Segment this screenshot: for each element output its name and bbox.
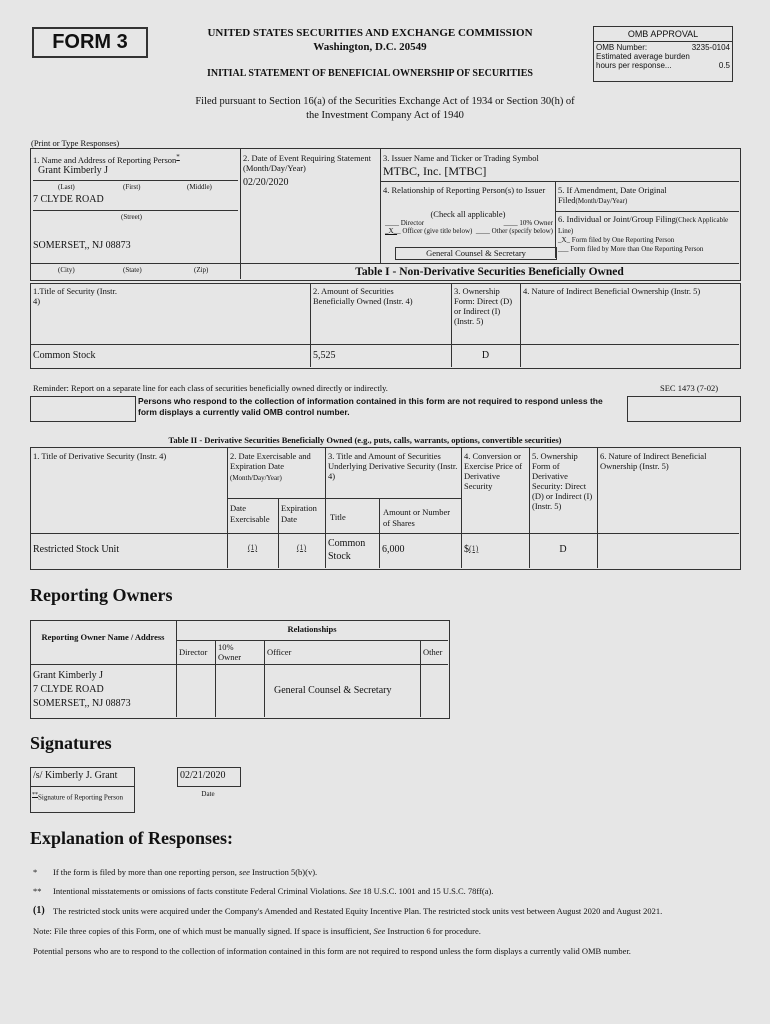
explanation-text-1-em: see: [239, 867, 250, 877]
other-option: Other (specify below): [491, 227, 553, 235]
filed-pursuant-2: the Investment Company Act of 1940: [306, 110, 464, 121]
table2-col4: 4. Conversion or Exercise Price of Derivative Security: [464, 451, 523, 491]
explanation-item: [33, 905, 723, 916]
table2-title: Table II - Derivative Securities Beneficially Owned (e.g., puts, calls, warrants, options, convertible securities): [168, 435, 562, 445]
issuer-name: MTBC, Inc. [MTBC]: [383, 164, 487, 178]
city-value: SOMERSET,, NJ 08873: [33, 240, 131, 251]
box1-mark: *: [176, 153, 180, 161]
omb-number: 3235-0104: [691, 43, 730, 52]
table2-row-price: $: [464, 544, 469, 555]
table1-col3: 3. Ownership Form: Direct (D) or Indirect (I) (Instr. 5): [454, 286, 513, 326]
table2-col5: 5. Ownership Form of Derivative Security: Direct (D) or Indirect (I) (Instr. 5): [532, 451, 593, 511]
officer-header: Officer: [267, 647, 292, 657]
table1-row-amount: 5,525: [313, 350, 336, 361]
note-pre: Note: File three copies of this Form, one of which must be manually signed. If space is insufficient,: [33, 926, 374, 936]
officer-option: Officer (give title below): [402, 227, 473, 235]
explanation-mark-1: *: [33, 867, 38, 877]
zip-label: (Zip): [194, 266, 209, 274]
agency-location: Washington, D.C. 20549: [313, 41, 427, 53]
explanation-item: [33, 867, 723, 877]
box6-label: 6. Individual or Joint/Group Filing: [558, 214, 676, 224]
table1-title: Table I - Non-Derivative Securities Beneficially Owned: [355, 266, 624, 278]
first-label: (First): [123, 183, 141, 191]
table2-row-title: Restricted Stock Unit: [33, 544, 120, 555]
other-header: Other: [423, 647, 443, 657]
table2-row-exp: (1): [296, 543, 307, 552]
table1-row-form: D: [481, 350, 490, 361]
box6-option-2: ___ Form filed by More than One Reporting Person: [558, 245, 704, 253]
note-post: Instruction 6 for procedure.: [385, 926, 481, 936]
explanation-text-1-pre: If the form is filed by more than one reporting person,: [53, 867, 240, 877]
table1-col2: 2. Amount of Securities Beneficially Owned (Instr. 4): [313, 286, 413, 306]
persons-notice: Persons who respond to the collection of information contained in this form are not required to respond unless the form displays a currently valid OMB control number.: [138, 396, 603, 417]
table2-row-amount: 6,000: [382, 544, 405, 555]
state-label: (State): [123, 266, 142, 274]
ten-pct-option: 10% Owner: [519, 219, 553, 227]
table2-col2b: Expiration Date: [281, 503, 317, 524]
table2-col3: 3. Title and Amount of Securities Underlying Derivative Security (Instr. 4): [328, 451, 458, 481]
owner-officer-value: General Counsel & Secretary: [274, 685, 392, 696]
omb-hours-label: hours per response...: [596, 61, 672, 70]
box1-label: 1. Name and Address of Reporting Person: [33, 154, 177, 165]
explanation-text-3: The restricted stock units were acquired under the Company's Amended and Restated Equity Incentive Plan. The restricted stock units vest between August 2020 and August 2021.: [53, 905, 663, 916]
table2-row-form: D: [559, 544, 567, 555]
table2-col6: 6. Nature of Indirect Beneficial Ownership (Instr. 5): [600, 451, 707, 471]
explanation-heading: Explanation of Responses:: [30, 828, 234, 848]
omb-number-label: OMB Number:: [596, 43, 648, 52]
table1-col1: 1.Title of Security (Instr. 4): [33, 286, 117, 306]
ten-pct-header: 10% Owner: [218, 642, 242, 662]
explanation-mark-3: (1): [33, 905, 45, 916]
officer-title: General Counsel & Secretary: [395, 247, 557, 260]
omb-hours: 0.5: [718, 61, 730, 70]
print-note: (Print or Type Responses): [31, 138, 120, 148]
box6-label-small: (Check Applicable Line): [558, 216, 729, 235]
check-all: (Check all applicable): [430, 209, 506, 219]
officer-check: _X_: [385, 227, 398, 235]
form-title: INITIAL STATEMENT OF BENEFICIAL OWNERSHIP OF SECURITIES: [206, 68, 533, 79]
potential-persons: Potential persons who are to respond to the collection of information contained in this form are not required to respond unless the form displays a currently valid OMB number.: [33, 946, 631, 956]
table2-col2-small: (Month/Day/Year): [230, 474, 282, 482]
omb-burden-label: Estimated average burden: [596, 52, 690, 61]
box5-label: 5. If Amendment, Date Original Filed: [558, 185, 667, 205]
table1-row-title: Common Stock: [33, 350, 96, 361]
middle-label: (Middle): [187, 183, 212, 191]
signature-value: /s/ Kimberly J. Grant: [33, 770, 118, 781]
table2-row-price-fn: (1): [469, 544, 479, 553]
signature-mark: **: [32, 792, 38, 798]
table2-col1: 1. Title of Derivative Security (Instr. 4): [33, 451, 167, 461]
box4-label: 4. Relationship of Reporting Person(s) to Issuer: [383, 185, 546, 195]
explanation-mark-2: **: [33, 886, 42, 896]
box3-label: 3. Issuer Name and Ticker or Trading Symbol: [383, 153, 539, 163]
table2-col2: 2. Date Exercisable and Expiration Date: [230, 451, 311, 471]
box2-label: 2. Date of Event Requiring Statement (Month/Day/Year): [243, 153, 371, 173]
reminder: Reminder: Report on a separate line for each class of securities beneficially owned directly or indirectly.: [33, 383, 388, 393]
table2-col3b: Amount or Number of Shares: [383, 507, 451, 528]
last-label: (Last): [58, 183, 75, 191]
street-value: 7 CLYDE ROAD: [33, 194, 104, 205]
owner-name-header: Reporting Owner Name / Address: [41, 632, 165, 642]
table2-col2a: Date Exercisable: [230, 503, 270, 524]
signature-date: 02/21/2020: [180, 770, 226, 781]
persons-notice-right-box: [627, 396, 741, 422]
agency-name: UNITED STATES SECURITIES AND EXCHANGE COMMISSION: [207, 27, 533, 39]
explanation-item: [33, 886, 723, 896]
explanation-text-2-em: See: [349, 886, 361, 896]
table2-col3a: Title: [330, 512, 346, 522]
owner-line-2: 7 CLYDE ROAD: [33, 684, 104, 695]
director-option: Director: [400, 219, 425, 227]
owner-line-3: SOMERSET,, NJ 08873: [33, 698, 131, 709]
street-label: (Street): [121, 213, 142, 221]
signature-label: Signature of Reporting Person: [38, 793, 123, 802]
reporting-owners-heading: Reporting Owners: [30, 585, 173, 605]
table1-col4: 4. Nature of Indirect Beneficial Ownership (Instr. 5): [523, 286, 701, 296]
omb-approval-box: [593, 26, 733, 82]
omb-title: OMB APPROVAL: [594, 27, 732, 42]
signatures-heading: Signatures: [30, 733, 112, 753]
form-label-box: [32, 27, 148, 58]
box5-label-small: (Month/Day/Year): [575, 197, 628, 205]
explanation-text-1-post: Instruction 5(b)(v).: [249, 867, 318, 877]
form-label: FORM 3: [52, 31, 128, 53]
event-date: 02/20/2020: [243, 177, 289, 188]
explanation-text-2-post: 18 U.S.C. 1001 and 15 U.S.C. 78ff(a).: [360, 886, 494, 896]
reporting-person-name: Grant Kimberly J: [38, 165, 108, 176]
owner-line-1: Grant Kimberly J: [33, 670, 103, 681]
explanation-text-2-pre: Intentional misstatements or omissions of facts constitute Federal Criminal Violations.: [53, 886, 350, 896]
note-em: See: [373, 926, 386, 936]
box6-option-1: _X_ Form filed by One Reporting Person: [558, 236, 675, 244]
filed-pursuant-1: Filed pursuant to Section 16(a) of the Securities Exchange Act of 1934 or Section 30(h) of: [195, 96, 575, 107]
relationships-header: Relationships: [287, 624, 337, 634]
table2-row-date-ex: (1): [247, 543, 258, 552]
sec-code: SEC 1473 (7-02): [660, 383, 719, 393]
table2-row-under-title: Common Stock: [328, 538, 366, 562]
director-header: Director: [179, 647, 208, 657]
persons-notice-left-box: [30, 396, 136, 422]
date-label: Date: [201, 790, 215, 798]
city-label: (City): [58, 266, 75, 274]
